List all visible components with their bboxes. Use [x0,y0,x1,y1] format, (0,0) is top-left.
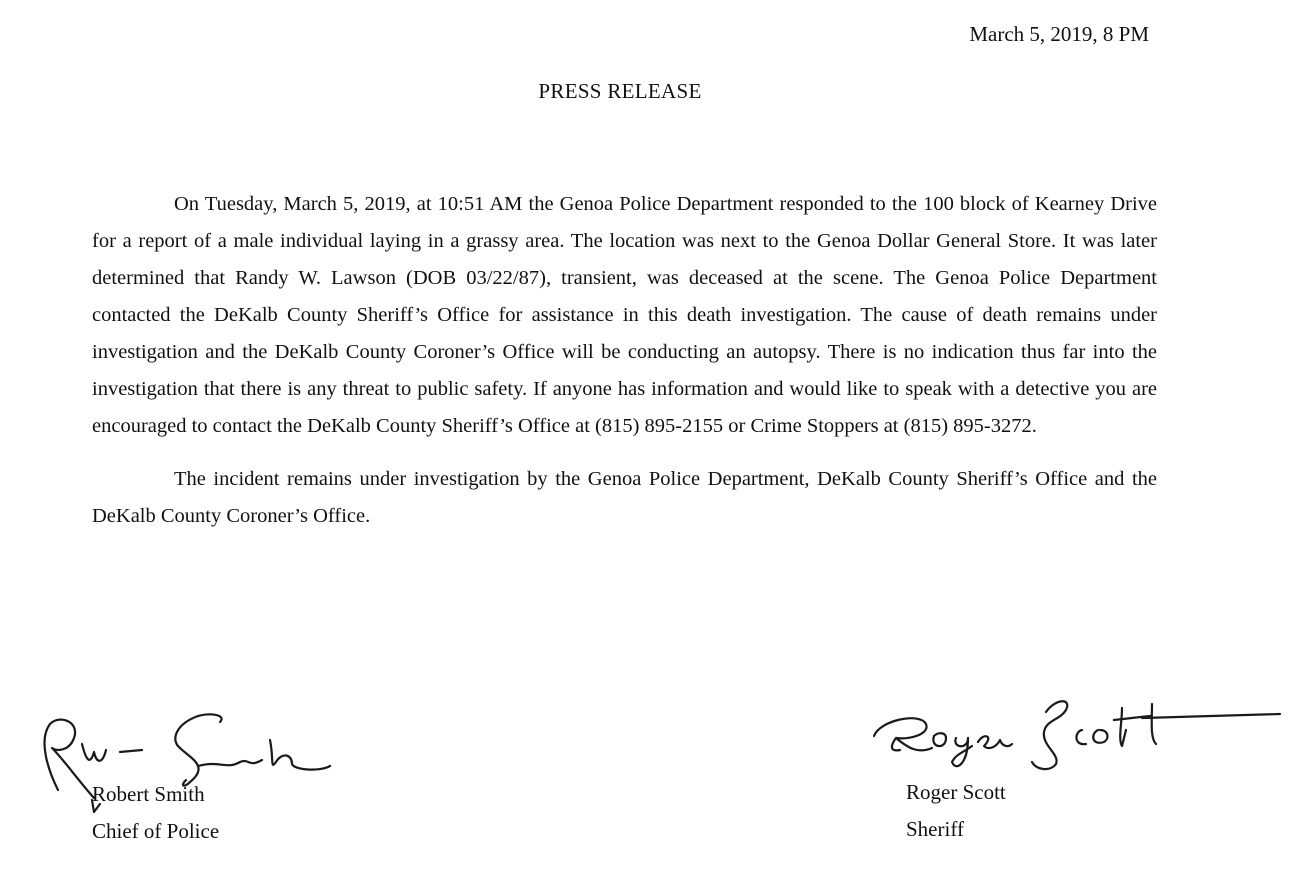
signer-name-right: Roger Scott [906,780,1006,804]
body-text [92,186,1157,535]
signature-block-left [92,776,219,850]
dateline: March 5, 2019, 8 PM [969,22,1149,46]
signer-name-left: Robert Smith [92,782,205,806]
signer-title-left: Chief of Police [92,819,220,843]
document-title: PRESS RELEASE [538,79,702,103]
signature-block-right [906,774,1006,848]
signature-roger-scott-icon [860,690,1290,780]
paragraph-2: The incident remains under investigation by the Genoa Police Department, DeKalb County Sheriff’s Office and the DeKalb County Coroner’s Office. [92,468,1157,527]
paragraph-1: On Tuesday, March 5, 2019, at 10:51 AM the Genoa Police Department responded to the 100 block of Kearney Drive for a report of a male individual laying in a grassy area. The location was next to the Genoa Dollar General Store. It was later determined that Randy W. Lawson (DOB 03/22/87), transient, was deceased at the scene. The Genoa Police Department contacted the DeKalb County Sheriff’s Office for assistance in this death investigation. The cause of death remains under investigation and the DeKalb County Coroner’s Office will be conducting an autopsy. There is no indication thus far into the investigation that there is any threat to public safety. If anyone has information and would like to speak with a detective you are encouraged to contact the DeKalb County Sheriff’s Office at (815) 895-2155 or Crime Stoppers at (815) 895-3272. [92,193,1157,437]
signer-title-right: Sheriff [906,817,964,841]
